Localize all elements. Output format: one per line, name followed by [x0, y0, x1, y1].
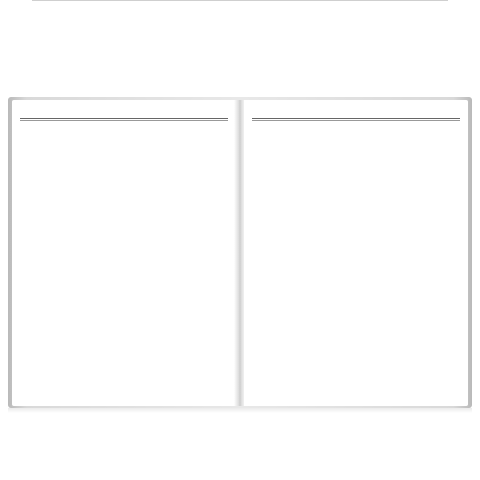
page-edge-rule — [32, 0, 448, 1]
spread-shadow — [8, 408, 472, 413]
right-page-literature — [244, 100, 468, 406]
previous-page-strip — [32, 0, 448, 97]
header-rule-thin — [252, 120, 460, 121]
left-page-history — [12, 100, 236, 406]
left-page-header — [20, 106, 228, 118]
right-page-header — [252, 106, 460, 118]
header-rule-thin — [20, 120, 228, 121]
writers-list — [252, 122, 460, 124]
